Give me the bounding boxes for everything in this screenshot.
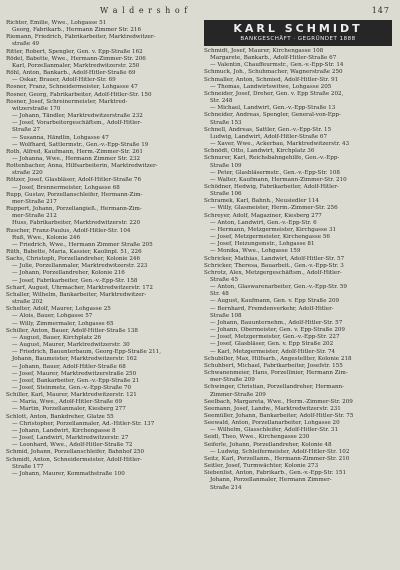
directory-entry: — Josef, Bankarbeiter, Gen.-v.-Epp-Straße 21 <box>12 377 140 384</box>
directory-entry: mer-Straße 217 <box>12 198 57 205</box>
directory-entry: — Johann, Bauer, Adolf-Hitler-Straße 68 <box>12 363 126 370</box>
directory-entry: Röhl, Anton, Bankarb., Adolf-Hitler-Straße 69 <box>6 70 136 77</box>
directory-entry: Rosner, Franz, Schneidermeister, Lohgasse 47 <box>6 84 138 91</box>
directory-entry: Schmidt, Josef, Maurer, Kirchengasse 108 <box>204 48 324 54</box>
directory-entry: Rupp, Gustav, Porzellanschleifer, Hermann-Zim- <box>6 191 143 198</box>
directory-entry: Seitz, Karl, Porzellanm., Hermann-Zimmer-Str. 210 <box>204 455 350 462</box>
directory-entry: — Josef, Metzgermeister, Kirchengasse 56 <box>210 234 330 241</box>
running-head-title: W a l d e r s h o f <box>100 6 189 15</box>
directory-entry: straße 202 <box>12 299 43 306</box>
directory-entry: — Willy, Glasmeister, Herm.-Zimmer-Str. 256 <box>210 205 338 212</box>
directory-entry: Rüth, Babette, Maria, Kassier, Kaolinpl. 51, 226 <box>6 249 142 255</box>
directory-entry: — Anton, Landwirt, Gen.-v.-Epp-Str. 6 <box>210 219 317 226</box>
directory-entry: Str. 48 <box>210 291 229 298</box>
directory-entry: Schubiller, Max, Hilfsarb., Angestellter, Kolonie 218 <box>204 355 352 362</box>
directory-entry: mer-Straße 212 <box>12 213 57 220</box>
directory-entry: Ruß, Wwe., Kolonie 246 <box>12 234 80 241</box>
directory-entry: Ritter, Robert, Spengler, Gen. v. Epp-Straße 162 <box>6 48 143 55</box>
directory-entry: Straße 177 <box>12 463 44 470</box>
directory-entry: Schricker, Theresa, Bauarbeit., Gen.-v.-Epp-Str. 3 <box>204 262 344 269</box>
directory-entry: — Walter, Kaufmann, Hermann-Zimmer-Str. 210 <box>210 176 347 183</box>
directory-entry: Ruscher, Franz-Paulus, Adolf-Hitler-Str. 104 <box>6 227 131 234</box>
directory-entry: — Hermann, Metzgermeister, Kirchgasse 31 <box>210 226 337 233</box>
directory-entry: Schnurer, Karl, Reichsbahngehilfe, Gen.-v.-Epp- <box>204 155 340 162</box>
directory-entry: — Thomas, Landwirtswitwe, Lohgasse 205 <box>210 83 332 90</box>
directory-entry: — Friedrich, Bauunterbaum, Georg-Epp-Straße 211, <box>12 349 162 356</box>
directory-entry: — Johann, Maurer, Kommathstraße 100 <box>12 470 125 477</box>
directory-entry: Seidl, Theo, Wwe., Kirchengasse 230 <box>204 434 310 441</box>
directory-entry: — Josef, Glasbläser, Gen. v. Epp Straße 202 <box>210 341 334 348</box>
directory-entry: — Oskar, Brauer, Adolf-Hitler-Str. 69 <box>12 77 116 84</box>
directory-entry: Schmid, Johann, Porzellanschleifer, Bahnhof 250 <box>6 449 145 456</box>
directory-entry: — Willy, Zimmermaler, Lohgasse 65 <box>12 320 114 327</box>
directory-entry: — Johann, Porzellandreher, Kolonie 216 <box>12 270 125 277</box>
directory-entry: Schnödt, Otto, Landwirt, Kirchplatz 36 <box>204 148 315 155</box>
directory-entry: — Johanna, Wwe., Hermann Zimmer Str. 232 <box>12 155 141 162</box>
advertiser-name: KARL SCHMIDT <box>233 22 363 35</box>
directory-entry: Schrotz, Alex, Metzgergeschäftsm., Adolf-Hitler- <box>204 269 342 276</box>
directory-entry: — Josef, Metzgermeister, Gen.-v.-Epp-Str. 227 <box>210 334 340 341</box>
directory-entry: Scharf, August, Uhrmacher, Marktredwitzerstr. 172 <box>6 284 153 291</box>
directory-entry: Huss, Fabrikarbeiter, Marktredwitzerstr. 220 <box>12 220 141 227</box>
directory-entry: Schlott, Anton, Bankdreher, Glatze 55 <box>6 413 114 420</box>
directory-entry: Zimmer-Straße 209 <box>210 391 266 398</box>
directory-entry: Seelbach, Margareta, Wwe., Herm.-Zimmer-Str. 209 <box>204 398 353 405</box>
directory-entry: Straße 153 <box>210 119 242 126</box>
directory-entry: — Wilhelm, Glasschleifer, Adolf-Hitler-Str. 31 <box>210 427 339 434</box>
directory-entry: — Josef, Brennermeister, Lohgasse 68 <box>12 184 120 191</box>
directory-entry: Schricker, Mathias, Landwirt, Adolf-Hitler-Str. 57 <box>204 255 345 262</box>
directory-entry: — Wolfhard, Sattlermstr., Gen.-v.-Epp-Straße 19 <box>12 141 149 148</box>
directory-entry: — Josef, Steinmetz, Gen.-v.-Epp-Straße 70 <box>12 384 132 391</box>
directory-entry: Karl, Porzellanmaler, Marktredwitzerstr. 250 <box>12 62 140 69</box>
directory-entry: Straße 27 <box>12 127 41 134</box>
directory-entry: Straße 106 <box>210 191 242 198</box>
directory-entry: Straße 108 <box>210 312 242 319</box>
directory-entry: Richter, Emilie, Wwe., Lohgasse 51 <box>6 20 107 26</box>
directory-entry: Rosner, Georg, Fabrikarbeiter, Adolf-Hitler-Str. 150 <box>6 91 152 98</box>
directory-entry: Schuhbert, Michael, Fabrikarbeiter, Josefstr. 155 <box>204 362 343 369</box>
directory-entry: — Josef, Landwirt, Marktredwitzerstr. 27 <box>12 435 129 442</box>
directory-entry: — Bernhard, Fremdenverkehr, Adolf-Hitler- <box>210 305 334 312</box>
directory-entry: Schmuck, Joh., Schuhmacher, Wagnerstraße 250 <box>204 69 343 76</box>
directory-entry: Schiller, Anton, Bauer, Adolf-Hitler-Straße 138 <box>6 327 138 334</box>
directory-entry: Rödel, Babette, Wwe., Hermann-Zimmer-Str. 206 <box>6 55 146 62</box>
directory-entry: witzerstraße 170 <box>12 105 61 112</box>
directory-entry: Ruppert, Johann, Porzellangieß., Hermann-Zim- <box>6 206 142 213</box>
directory-entry: Schaller, Wilhelm, Bankarbeiter, Marktredwitzer- <box>6 291 147 298</box>
directory-entry: Margarete, Bankarb., Adolf-Hitler-Straße 67 <box>210 55 337 62</box>
directory-entry: straße 49 <box>12 41 40 48</box>
directory-entry: — Maria, Wwe., Adolf-Hitler-Straße 69 <box>12 399 123 406</box>
directory-entry: Schneider, Josef, Dreher, Gen. v. Epp Straße 202, <box>204 90 344 97</box>
directory-entry: Schiller, Karl, Maurer, Marktredwitzerstr. 121 <box>6 392 137 399</box>
directory-entry: — Johann, Landwirt, Kirchengasse 8 <box>12 427 116 434</box>
directory-entry: Straße 109 <box>210 162 242 169</box>
directory-entry: — Monika, Wwe., Lohgasse 159 <box>210 248 301 255</box>
directory-entry: straße 220 <box>12 170 43 177</box>
directory-entry: Sachs, Christoph, Porzellandreher, Kolonie 246 <box>6 256 141 263</box>
directory-entry: — Julie, Porzellanmaler, Marktredwitzerstr. 223 <box>12 263 148 270</box>
directory-entry: — Xaver, Wwe., Ackerbau, Marktredwitzerstr. 43 <box>210 141 350 148</box>
directory-entry: — Karl, Metzgermeister, Adolf-Hitler-Str. 74 <box>210 348 336 355</box>
directory-entry: Johann, Baumeister, Marktredwitzerstr. 162 <box>12 356 137 363</box>
directory-entry: — Josef, Heizungsmstr., Lohgasse 81 <box>210 241 315 248</box>
directory-entry: Riemann, Friedrich, Fabrikarbeiter, Marktredwitzer- <box>6 34 156 41</box>
directory-entry: Schreyer, Adolf, Magaziner, Kiesberg 277 <box>204 212 322 219</box>
advertiser-subtitle: BANKGESCHÄFT · GEGRÜNDET 1888 <box>240 36 356 42</box>
directory-entry: Seitler, Josef, Turmwächter, Kolonie 273 <box>204 463 319 470</box>
directory-entry: Schmidt, Anton, Schneidermeister, Adolf-Hitler- <box>6 456 142 463</box>
directory-entry: Straße 214 <box>210 484 242 491</box>
directory-entry: — August, Maurer, Marktredwitzerstr. 30 <box>12 342 130 349</box>
directory-entry: — Josef, Vorarbeitergeschäftsm., Adolf-Hitler- <box>12 120 142 127</box>
directory-entry: Rottenbacher, Anna, Hilfsarbeiterin, Marktredwitzer- <box>6 163 158 170</box>
right-column <box>204 48 394 492</box>
directory-entry: — Christopher, Porzellanmaler, Ad.-Hitler-Str. 137 <box>12 420 155 427</box>
advertisement-banner <box>204 20 392 46</box>
directory-entry: — August, Bauer, Kirchplatz 26 <box>12 334 102 341</box>
directory-entry: Schnell, Andreas, Sattler, Gen.-v.-Epp-Str. 15 <box>204 126 332 133</box>
directory-entry: — Valentin, Chauffeurmstr., Gen.-v.-Epp-Str. 14 <box>210 62 344 69</box>
directory-entry: Schwanenmeier, Hans, Porzellinier, Hermann Zim- <box>204 370 348 377</box>
directory-entry: — August, Kaufmann, Gen. v. Epp Straße 209 <box>210 298 340 305</box>
directory-entry: Seemüller, Johann, Bankarbeiter, Adolf-Hitler-Str. 75 <box>204 412 354 419</box>
directory-entry: Seiferle, Johann, Porzellandreher, Kolonie 48 <box>204 441 332 448</box>
directory-entry: Schmaller, Anton, Schmied, Adolf-Hitler-Str. 91 <box>204 76 339 83</box>
directory-entry: Rötzer, Josef, Glasbläser, Adolf-Hitler-Straße 76 <box>6 177 142 184</box>
directory-entry: — Susanna, Händlin, Lohgasse 47 <box>12 134 109 141</box>
directory-entry: — Peter, Glasbläsermstr., Gen.-v.-Epp-Str. 108 <box>210 169 340 176</box>
directory-entry: — Leonhard, Wwe., Adolf-Hitler-Straße 72 <box>12 442 133 449</box>
directory-entry: — Johann, Obermeister, Gen. v. Epp-Straße 209 <box>210 327 345 334</box>
directory-entry: Seewald, Anton, Porzellanarbeiter, Lohgasse 20 <box>204 420 340 427</box>
directory-entry: — Johann, Tändler, Marktredwitzerstraße 232 <box>12 113 143 120</box>
directory-entry: — Johann, Bauunternehm., Adolf-Hitler-Str. 57 <box>210 319 343 326</box>
directory-entry: Str. 248 <box>210 98 233 105</box>
directory-entry: Johann, Porzellanmaler, Hermann Zimmer- <box>210 477 332 484</box>
directory-entry: — Alois, Bauer, Lohgasse 57 <box>12 313 93 320</box>
directory-entry: — Josef, Fabrikarbeiter, Gen.-v.-Epp-Str. 158 <box>12 277 138 284</box>
directory-entry: — Friedrich, Wwe., Hermann Zimmer Straße 205 <box>12 241 153 248</box>
directory-entry: Ludwig, Landwirt, Adolf-Hitler-Straße 67 <box>210 133 328 140</box>
directory-entry: — Josef, Maurer, Marktredwitzerstraße 250 <box>12 370 137 377</box>
directory-entry: — Martin, Porzellanmaler, Kiesberg 277 <box>12 406 126 413</box>
directory-entry: mer-Straße 209 <box>210 377 255 384</box>
directory-entry: Schödner, Hedwig, Fabrikarbeiter, Adolf-Hitler- <box>204 183 339 190</box>
running-head <box>10 6 390 18</box>
directory-entry: Georg, Fabrikarb., Hermann Zimmer Str. 216 <box>12 27 142 34</box>
directory-entry: — Anton, Glaswarenarbeiter, Gen.-v.-Epp-Str. 59 <box>210 284 347 291</box>
directory-entry: Rosner, Josef, Schreinermeister, Marktred- <box>6 98 128 105</box>
left-column <box>6 20 196 478</box>
directory-entry: — Michael, Landwirt, Gen.-v.-Epp-Straße 13 <box>210 105 336 112</box>
directory-entry: Siebenlist, Anton, Fabrikarb., Gen.-v.-Epp-Str. 151 <box>204 470 347 477</box>
page-number: 147 <box>371 6 390 15</box>
directory-entry: Straße 45 <box>210 277 239 283</box>
directory-entry: Schneider, Andreas, Spengler, General-von-Epp- <box>204 112 341 119</box>
directory-entry: Schramek, Karl, Bahnh., Neusiedler 114 <box>204 198 319 205</box>
directory-entry: Roth, Alfred, Kaufmann, Herm.-Zimmer-Str. 261 <box>6 148 143 155</box>
directory-entry: — Ludwig, Schleifermeister, Adolf-Hitler-Str. 102 <box>210 448 350 455</box>
directory-entry: Schelter, Adolf, Maurer, Lohgasse 25 <box>6 306 111 313</box>
directory-entry: Seemann, Josef, Landw., Marktredwitzerstr. 231 <box>204 405 341 412</box>
directory-entry: Schwinger, Christian, Porzellandreher, Hermann- <box>204 384 345 391</box>
